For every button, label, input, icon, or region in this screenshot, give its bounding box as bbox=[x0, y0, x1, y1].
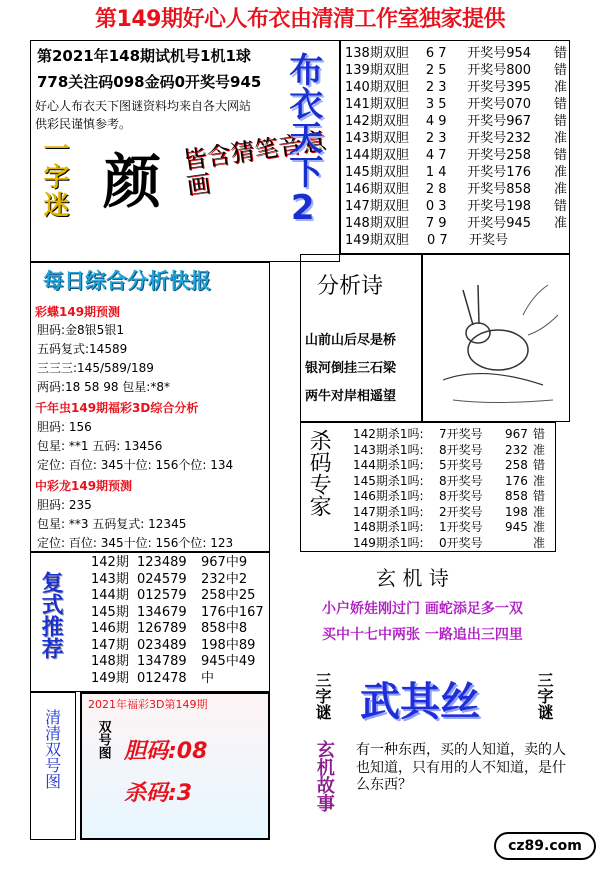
complex-panel bbox=[30, 552, 270, 692]
gall-result: 错 bbox=[553, 114, 567, 129]
mystic-line-1: 小户娇娃刚过门 画蛇添足多一双 bbox=[322, 601, 523, 617]
complex-row bbox=[91, 572, 264, 589]
analysis-heading: 每日综合分析快报 bbox=[43, 269, 211, 293]
analysis-s2-title: 千年虫149期福彩3D综合分析 bbox=[35, 401, 199, 415]
complex-nums: 123489 bbox=[137, 555, 187, 570]
gall-issue: 144期双胆 bbox=[345, 148, 409, 163]
analysis-s3-l1: 胆码: 235 bbox=[37, 498, 92, 512]
complex-prize: 967中9 bbox=[201, 555, 248, 570]
complex-nums: 012579 bbox=[137, 588, 187, 603]
double-gall-panel bbox=[340, 40, 570, 254]
gall-issue: 141期双胆 bbox=[345, 97, 409, 112]
gall-row bbox=[345, 113, 567, 130]
complex-row bbox=[91, 638, 264, 655]
complex-nums: 134789 bbox=[137, 654, 187, 669]
double-map-card bbox=[80, 692, 270, 840]
gall-result: 准 bbox=[553, 131, 567, 146]
gall-issue: 146期双胆 bbox=[345, 182, 409, 197]
kill-row bbox=[353, 505, 545, 521]
gall-prize: 开奖号198 bbox=[467, 199, 532, 214]
kill-row bbox=[353, 489, 545, 505]
gall-nums: 4 9 bbox=[425, 114, 447, 129]
riddle-char: 颜 bbox=[103, 148, 162, 216]
gall-issue: 145期双胆 bbox=[345, 165, 409, 180]
gall-row bbox=[345, 96, 567, 113]
gall-row bbox=[345, 215, 567, 232]
kill-num: 967 bbox=[505, 427, 528, 441]
kill-mark: 准 bbox=[533, 520, 546, 534]
gall-result: 准 bbox=[553, 182, 567, 197]
watermark-text: cz89.com bbox=[508, 838, 582, 854]
complex-nums: 126789 bbox=[137, 621, 187, 636]
complex-issue: 149期 bbox=[91, 670, 129, 686]
gall-nums: 7 9 bbox=[425, 216, 447, 231]
card-dan-code: 胆码:08 bbox=[124, 739, 208, 764]
gall-nums: 3 5 bbox=[425, 97, 447, 112]
gall-row bbox=[345, 181, 567, 198]
gall-nums: 2 3 bbox=[425, 131, 447, 146]
complex-issue: 142期 bbox=[91, 555, 129, 570]
riddle-tag-right: 三字谜 bbox=[535, 672, 554, 720]
complex-row bbox=[91, 654, 264, 671]
riddle-label-left: 一字迷 bbox=[39, 135, 69, 219]
card-title: 2021年福彩3D第149期 bbox=[88, 698, 208, 711]
kill-row bbox=[353, 474, 545, 490]
kill-row bbox=[353, 536, 545, 552]
gall-result: 准 bbox=[553, 165, 567, 180]
kill-row bbox=[353, 443, 545, 459]
riddle-panel bbox=[310, 668, 570, 740]
kill-mark: 准 bbox=[533, 535, 546, 550]
kill-num: 258 bbox=[505, 458, 528, 472]
kill-res: 2开奖号 bbox=[439, 504, 483, 519]
complex-prize: 858中8 bbox=[201, 621, 248, 636]
story-text: 有一种东西，买的人知道，卖的人也知道，只有用的人不知道，是什么东西？ bbox=[356, 742, 566, 793]
complex-prize: 176中167 bbox=[201, 604, 264, 620]
gall-result: 错 bbox=[553, 63, 567, 78]
kill-issue: 143期杀1吗: bbox=[353, 442, 424, 457]
kill-res: 5开奖号 bbox=[439, 458, 483, 472]
gall-row bbox=[345, 79, 567, 96]
kill-mark: 准 bbox=[533, 473, 546, 488]
complex-nums: 134679 bbox=[137, 604, 187, 620]
gall-issue: 147期双胆 bbox=[345, 199, 409, 214]
card-side-label: 双号图 bbox=[95, 720, 111, 759]
kill-heading: 杀码专家 bbox=[306, 429, 332, 517]
gall-nums: 0 7 bbox=[427, 233, 448, 248]
gall-prize: 开奖号800 bbox=[467, 63, 532, 78]
kill-issue: 144期杀1吗: bbox=[353, 458, 424, 472]
gall-issue: 142期双胆 bbox=[345, 114, 409, 129]
complex-nums: 012478 bbox=[137, 670, 187, 686]
kill-issue: 147期杀1吗: bbox=[353, 504, 424, 519]
kill-row bbox=[353, 458, 545, 474]
poem-line-1: 山前山后尽是桥 bbox=[305, 333, 397, 348]
rabbit-icon bbox=[423, 255, 569, 421]
complex-prize: 198中89 bbox=[201, 637, 256, 653]
analysis-s1-l2: 五码复式:14589 bbox=[37, 342, 128, 356]
complex-issue: 146期 bbox=[91, 621, 129, 636]
kill-num: 945 bbox=[505, 520, 528, 534]
gall-issue: 138期双胆 bbox=[345, 46, 409, 61]
kill-mark: 错 bbox=[533, 427, 546, 441]
analysis-s1-l3: 三三三:145/589/189 bbox=[37, 361, 154, 375]
gall-result: 准 bbox=[553, 80, 567, 95]
gall-result: 准 bbox=[553, 216, 567, 231]
kill-mark: 准 bbox=[533, 442, 546, 457]
intro-line-2: 778关注码098金码0开奖号945 bbox=[37, 73, 262, 91]
gall-prize: 开奖号395 bbox=[467, 80, 532, 95]
intro-line-1: 第2021年148期试机号1机1球 bbox=[37, 47, 251, 65]
riddle-hint-right: 皆含猜笔音意画 bbox=[181, 126, 328, 201]
kill-res: 8开奖号 bbox=[439, 489, 483, 503]
analysis-s1-l1: 胆码:金8银5银1 bbox=[37, 323, 124, 337]
gall-row bbox=[345, 147, 567, 164]
gall-nums: 1 4 bbox=[425, 165, 447, 180]
gall-nums: 4 7 bbox=[425, 148, 447, 163]
gall-prize: 开奖号858 bbox=[467, 182, 532, 197]
kill-mark: 错 bbox=[533, 489, 546, 503]
complex-row bbox=[91, 605, 264, 622]
complex-row bbox=[91, 588, 264, 605]
kill-res: 0开奖号 bbox=[439, 535, 483, 550]
kill-res: 8开奖号 bbox=[439, 442, 483, 457]
illustration-panel bbox=[422, 254, 570, 422]
complex-nums: 023489 bbox=[137, 637, 187, 653]
gall-row bbox=[345, 130, 567, 147]
complex-issue: 148期 bbox=[91, 654, 129, 669]
kill-panel bbox=[300, 422, 556, 552]
complex-prize: 945中49 bbox=[201, 654, 256, 669]
kill-issue: 149期杀1吗: bbox=[353, 535, 424, 550]
complex-issue: 144期 bbox=[91, 588, 129, 603]
gall-nums: 0 3 bbox=[425, 199, 447, 214]
gall-row bbox=[345, 198, 567, 215]
analysis-s3-title: 中彩龙149期预测 bbox=[35, 479, 133, 493]
gall-issue: 148期双胆 bbox=[345, 216, 409, 231]
kill-mark: 准 bbox=[533, 504, 546, 519]
kill-res: 7开奖号 bbox=[439, 427, 483, 441]
gall-prize: 开奖号232 bbox=[467, 131, 532, 146]
analysis-s2-l3: 定位: 百位: 345十位: 156个位: 134 bbox=[37, 458, 234, 472]
mystic-line-2: 买中十七中两张 一路追出三四里 bbox=[322, 627, 523, 643]
mystic-panel bbox=[310, 560, 570, 668]
complex-issue: 147期 bbox=[91, 637, 129, 653]
gall-result: 错 bbox=[553, 97, 567, 112]
complex-row bbox=[91, 621, 264, 638]
gall-prize: 开奖号967 bbox=[467, 114, 532, 129]
intro-line-3: 好心人布衣天下图谜资料均来自各大网站 bbox=[35, 99, 252, 113]
kill-issue: 146期杀1吗: bbox=[353, 489, 424, 503]
brand-title: 布衣天下2 bbox=[282, 52, 323, 228]
analysis-s2-l1: 胆码: 156 bbox=[37, 420, 92, 434]
gall-prize: 开奖号176 bbox=[467, 165, 532, 180]
analysis-s1-l4: 两码:18 58 98 包星:*8* bbox=[37, 380, 170, 394]
kill-num bbox=[505, 536, 533, 552]
analysis-s1-title: 彩蝶149期预测 bbox=[35, 305, 121, 319]
complex-list bbox=[91, 555, 264, 687]
double-map-label-panel bbox=[30, 692, 76, 840]
gall-row bbox=[345, 232, 567, 249]
gall-prize: 开奖号070 bbox=[467, 97, 532, 112]
gall-prize: 开奖号258 bbox=[467, 148, 532, 163]
gall-row bbox=[345, 164, 567, 181]
gall-nums: 6 7 bbox=[425, 46, 447, 61]
complex-prize: 232中2 bbox=[201, 571, 248, 587]
analysis-s3-l3: 定位: 百位: 345十位: 156个位: 123 bbox=[37, 536, 234, 550]
xuanji-label: 玄机故事 bbox=[313, 740, 335, 812]
kill-num: 198 bbox=[505, 504, 528, 519]
gall-prize: 开奖号945 bbox=[467, 216, 532, 231]
complex-nums: 024579 bbox=[137, 571, 187, 587]
gall-issue: 149期双胆 bbox=[345, 233, 409, 248]
watermark-badge bbox=[494, 832, 596, 860]
complex-row bbox=[91, 671, 264, 688]
kill-row bbox=[353, 520, 545, 536]
gall-row bbox=[345, 45, 567, 62]
gall-nums: 2 8 bbox=[425, 182, 447, 197]
riddle-word: 武其丝 bbox=[360, 679, 480, 725]
gall-result: 错 bbox=[553, 46, 567, 61]
gall-issue: 140期双胆 bbox=[345, 80, 409, 95]
kill-num: 232 bbox=[505, 442, 528, 457]
complex-issue: 143期 bbox=[91, 571, 129, 587]
complex-prize: 中 bbox=[201, 670, 215, 686]
kill-issue: 142期杀1吗: bbox=[353, 427, 424, 441]
gall-nums: 2 5 bbox=[425, 63, 447, 78]
kill-res: 1开奖号 bbox=[439, 520, 483, 534]
card-sha-code: 杀码:3 bbox=[124, 781, 193, 806]
gall-prize: 开奖号954 bbox=[467, 46, 532, 61]
mystic-heading: 玄 机 诗 bbox=[376, 566, 449, 590]
analysis-s3-l2: 包星: **3 五码复式: 12345 bbox=[37, 517, 187, 531]
gall-issue: 143期双胆 bbox=[345, 131, 409, 146]
gall-row bbox=[345, 62, 567, 79]
gall-result: 错 bbox=[553, 199, 567, 214]
gall-result: 错 bbox=[553, 148, 567, 163]
page-title: 第149期好心人布衣由清清工作室独家提供 bbox=[0, 0, 600, 40]
poem-heading: 分析诗 bbox=[317, 274, 384, 299]
complex-row bbox=[91, 555, 264, 572]
double-map-label: 清清双号图 bbox=[42, 709, 62, 789]
poem-line-2: 银河倒挂三石梁 bbox=[305, 361, 397, 376]
kill-mark: 错 bbox=[533, 458, 546, 472]
poem-line-3: 两牛对岸相遥望 bbox=[305, 389, 397, 404]
kill-issue: 148期杀1吗: bbox=[353, 520, 424, 534]
complex-prize: 258中25 bbox=[201, 588, 256, 603]
double-gall-list bbox=[345, 45, 567, 249]
kill-num: 176 bbox=[505, 473, 528, 488]
poem-panel bbox=[300, 254, 422, 422]
kill-issue: 145期杀1吗: bbox=[353, 473, 424, 488]
gall-prize: 开奖号 bbox=[469, 233, 509, 248]
riddle-tag-left: 三字谜 bbox=[313, 672, 332, 720]
complex-issue: 145期 bbox=[91, 604, 129, 620]
complex-heading: 复式推荐 bbox=[38, 571, 64, 659]
gall-nums: 2 3 bbox=[425, 80, 447, 95]
intro-line-4: 供彩民谨慎参考。 bbox=[35, 117, 132, 131]
kill-num: 858 bbox=[505, 489, 528, 503]
analysis-panel bbox=[30, 262, 270, 552]
kill-list bbox=[353, 427, 545, 551]
kill-row bbox=[353, 427, 545, 443]
analysis-s2-l2: 包星: **1 五码: 13456 bbox=[37, 439, 163, 453]
gall-issue: 139期双胆 bbox=[345, 63, 409, 78]
kill-res: 8开奖号 bbox=[439, 473, 483, 488]
